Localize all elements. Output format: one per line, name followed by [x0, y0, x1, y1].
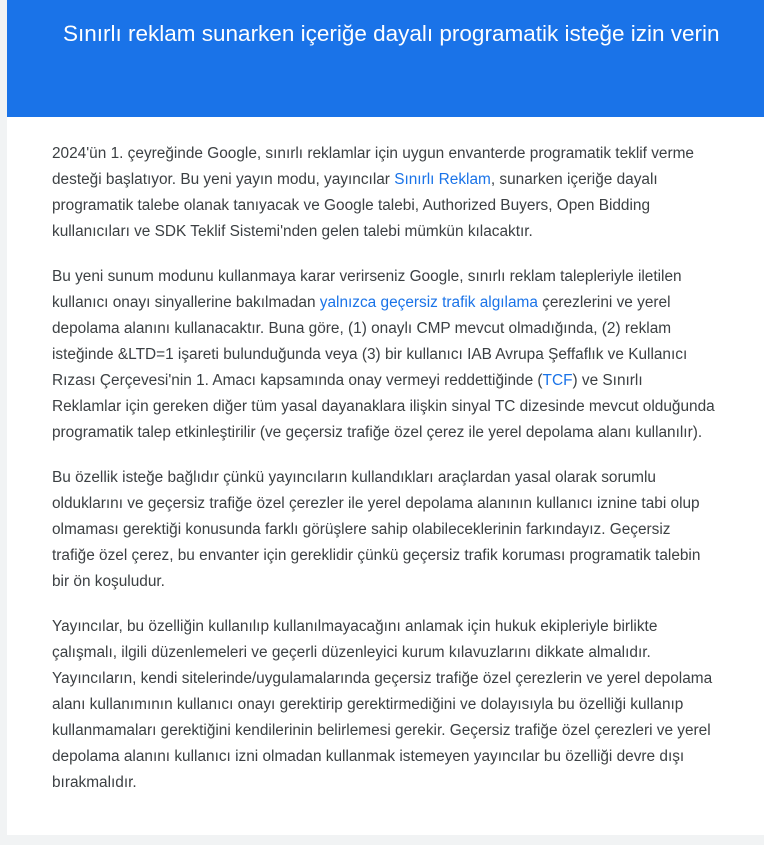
- page-title: Sınırlı reklam sunarken içeriğe dayalı programatik isteğe izin verin: [63, 21, 720, 46]
- paragraph-intro-text-2: , sunarken içeriğe dayalı programatik talebe olanak tanıyacak ve Google talebi, Authorized Buyers, Open Bidding kullanıcıları ve SDK Teklif Sistemi'nden gelen talebi mümkün kılacaktır.: [52, 171, 658, 240]
- invalid-traffic-detection-link[interactable]: yalnızca geçersiz trafik algılama: [319, 294, 538, 311]
- paragraph-intro-text-1: 2024'ün 1. çeyreğinde Google, sınırlı reklamlar için uygun envanterde programatik teklif verme desteği başlatıyor. Bu yeni yayın modu, yayıncılar: [52, 145, 694, 188]
- tcf-link[interactable]: TCF: [542, 372, 573, 389]
- paragraph-consent-text-2: çerezlerini ve yerel depolama alanını kullanacaktır. Buna göre, (1) onaylı CMP mevcut olmadığında, (2) reklam isteğinde &LTD=1 işareti bulunduğunda veya (3) bir kullanıcı IAB Avrupa Şeffaflık ve Kullanıcı Rızası Çerçevesi'nin 1. Amacı kapsamında onay vermeyi reddettiğinde (: [52, 294, 688, 389]
- limited-ads-link[interactable]: Sınırlı Reklam: [394, 171, 491, 188]
- paragraph-optional-feature: Bu özellik isteğe bağlıdır çünkü yayıncıların kullandıkları araçlardan yasal olarak sorumlu olduklarını ve geçersiz trafiğe özel çerezler ile yerel depolama alanının kullanıcı iznine tabi olup olmaması gerektiği konusunda farklı görüşlere sahip olabileceklerinin farkındayız. Geçersiz trafiğe özel çerez, bu envanter için gereklidir çünkü geçersiz trafik koruması programatik talebin bir ön koşuludur.: [52, 469, 701, 590]
- article-body: [7, 117, 764, 835]
- header-banner: [7, 0, 764, 117]
- paragraph-publisher-guidance: Yayıncılar, bu özelliğin kullanılıp kullanılmayacağını anlamak için hukuk ekipleriyle birlikte çalışmalı, ilgili düzenlemeleri ve geçerli düzenleyici kurum kılavuzlarını dikkate almalıdır. Yayıncıların, kendi sitelerinde/uygulamalarında geçersiz trafiğe özel çerezlerin ve yerel depolama alanı kullanımının kullanıcı onayı gerektirip gerektirmediğini ve dolayısıyla bu özelliği kullanıp kullanmamaları gerektiğini kendilerinin belirlemesi gerekir. Geçersiz trafiğe özel çerezleri ve yerel depolama alanını kullanıcı izni olmadan kullanmak istemeyen yayıncılar bu özelliği devre dışı bırakmalıdır.: [52, 618, 713, 791]
- paragraph-consent: [52, 264, 716, 446]
- paragraph-consent-text-3: ) ve Sınırlı Reklamlar için gereken diğer tüm yasal dayanaklara ilişkin sinyal TC dizesinde mevcut olduğunda programatik talep etkinleştirilir (ve geçersiz trafiğe özel çerez ile yerel depolama alanı kullanılır).: [52, 372, 715, 441]
- paragraph-consent-text-1: Bu yeni sunum modunu kullanmaya karar verirseniz Google, sınırlı reklam talepleriyle iletilen kullanıcı onayı sinyallerine bakılmadan: [52, 268, 682, 311]
- paragraph-intro: [52, 141, 716, 245]
